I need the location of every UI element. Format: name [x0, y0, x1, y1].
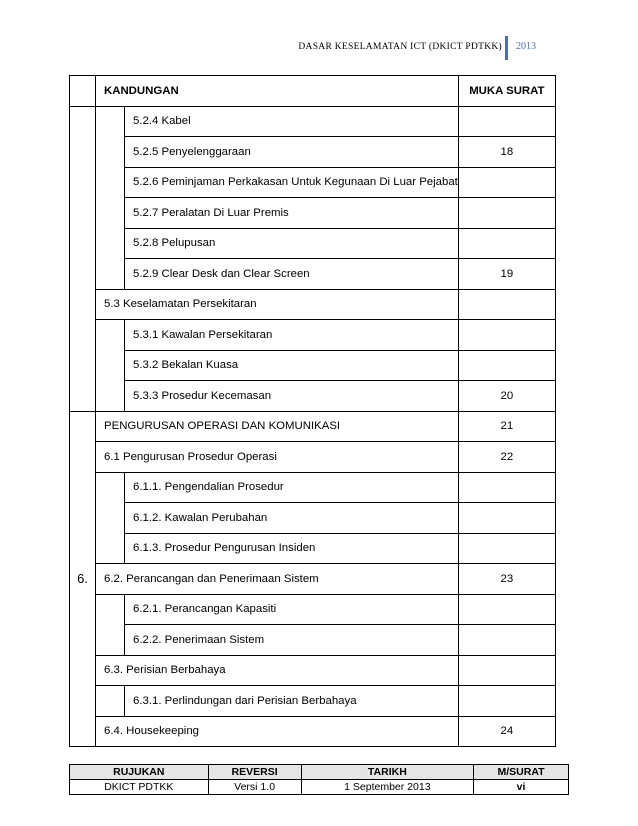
indent-cell	[96, 320, 125, 412]
entry-text: 6.3.1. Perlindungan dari Perisian Berbahaya	[125, 686, 459, 717]
header-year: 2013	[516, 41, 536, 52]
entry-text: 5.2.4 Kabel	[125, 106, 459, 137]
header-title: DASAR KESELAMATAN ICT (DKICT PDTKK)	[298, 42, 502, 52]
footer-header-page: M/SURAT	[474, 765, 569, 780]
entry-text: 5.3.1 Kawalan Persekitaran	[125, 320, 459, 351]
entry-page: 21	[458, 411, 555, 442]
number-cell	[70, 106, 96, 411]
entry-text: 5.3 Keselamatan Persekitaran	[96, 289, 459, 320]
contents-table	[69, 75, 556, 747]
section-number: 6.	[70, 411, 96, 747]
entry-page	[458, 625, 555, 656]
entry-page	[458, 228, 555, 259]
entry-text: 5.2.8 Pelupusan	[125, 228, 459, 259]
footer-revision: Versi 1.0	[208, 780, 301, 795]
table-row	[70, 564, 556, 595]
header-separator	[505, 36, 508, 60]
table-row	[70, 716, 556, 747]
table-row	[70, 625, 556, 656]
entry-page	[458, 106, 555, 137]
table-row	[70, 289, 556, 320]
table-row	[70, 442, 556, 473]
entry-text: 5.2.5 Penyelenggaraan	[125, 137, 459, 168]
table-row	[70, 381, 556, 412]
entry-text: 6.1.1. Pengendalian Prosedur	[125, 472, 459, 503]
entry-page	[458, 655, 555, 686]
entry-text: 5.2.9 Clear Desk dan Clear Screen	[125, 259, 459, 290]
table-row	[70, 594, 556, 625]
footer-header-date: TARIKH	[301, 765, 474, 780]
entry-text: 5.3.3 Prosedur Kecemasan	[125, 381, 459, 412]
table-header-row	[70, 76, 556, 107]
table-row	[70, 228, 556, 259]
entry-page	[458, 350, 555, 381]
entry-text: 6.2.2. Penerimaan Sistem	[125, 625, 459, 656]
entry-page	[458, 533, 555, 564]
table-row	[70, 198, 556, 229]
table-row	[70, 320, 556, 351]
footer-header-row	[70, 765, 569, 780]
entry-page	[458, 167, 555, 198]
entry-page: 20	[458, 381, 555, 412]
entry-text: 6.2. Perancangan dan Penerimaan Sistem	[96, 564, 459, 595]
footer-date: 1 September 2013	[301, 780, 474, 795]
entry-text: PENGURUSAN OPERASI DAN KOMUNIKASI	[96, 411, 459, 442]
entry-page	[458, 198, 555, 229]
entry-page	[458, 594, 555, 625]
indent-cell	[96, 106, 125, 289]
table-row	[70, 472, 556, 503]
entry-text: 5.2.6 Peminjaman Perkakasan Untuk Kegunaan Di Luar Pejabat	[125, 167, 459, 198]
table-row	[70, 106, 556, 137]
indent-cell	[96, 686, 125, 717]
number-cell	[70, 76, 96, 107]
document-footer	[69, 764, 569, 795]
table-row	[70, 350, 556, 381]
table-row	[70, 655, 556, 686]
table-row	[70, 533, 556, 564]
page-header-cell: MUKA SURAT	[458, 76, 555, 107]
table-row	[70, 259, 556, 290]
entry-text: 5.2.7 Peralatan Di Luar Premis	[125, 198, 459, 229]
entry-text: 6.1 Pengurusan Prosedur Operasi	[96, 442, 459, 473]
entry-page: 23	[458, 564, 555, 595]
entry-page: 18	[458, 137, 555, 168]
footer-reference: DKICT PDTKK	[70, 780, 209, 795]
entry-text: 6.1.2. Kawalan Perubahan	[125, 503, 459, 534]
indent-cell	[96, 472, 125, 564]
entry-page: 19	[458, 259, 555, 290]
footer-header-reference: RUJUKAN	[70, 765, 209, 780]
entry-page	[458, 472, 555, 503]
table-row	[70, 411, 556, 442]
entry-text: 5.3.2 Bekalan Kuasa	[125, 350, 459, 381]
entry-text: 6.2.1. Perancangan Kapasiti	[125, 594, 459, 625]
entry-text: 6.1.3. Prosedur Pengurusan Insiden	[125, 533, 459, 564]
indent-cell	[96, 594, 125, 655]
footer-page-number: vi	[474, 780, 569, 795]
entry-text: 6.3. Perisian Berbahaya	[96, 655, 459, 686]
contents-header: KANDUNGAN	[96, 76, 459, 107]
footer-header-revision: REVERSI	[208, 765, 301, 780]
table-row	[70, 686, 556, 717]
entry-page: 24	[458, 716, 555, 747]
entry-page	[458, 503, 555, 534]
entry-page	[458, 686, 555, 717]
table-row	[70, 167, 556, 198]
footer-value-row	[70, 780, 569, 795]
table-row	[70, 137, 556, 168]
entry-page	[458, 289, 555, 320]
entry-page: 22	[458, 442, 555, 473]
entry-text: 6.4. Housekeeping	[96, 716, 459, 747]
page-header	[0, 36, 638, 60]
entry-page	[458, 320, 555, 351]
table-row	[70, 503, 556, 534]
